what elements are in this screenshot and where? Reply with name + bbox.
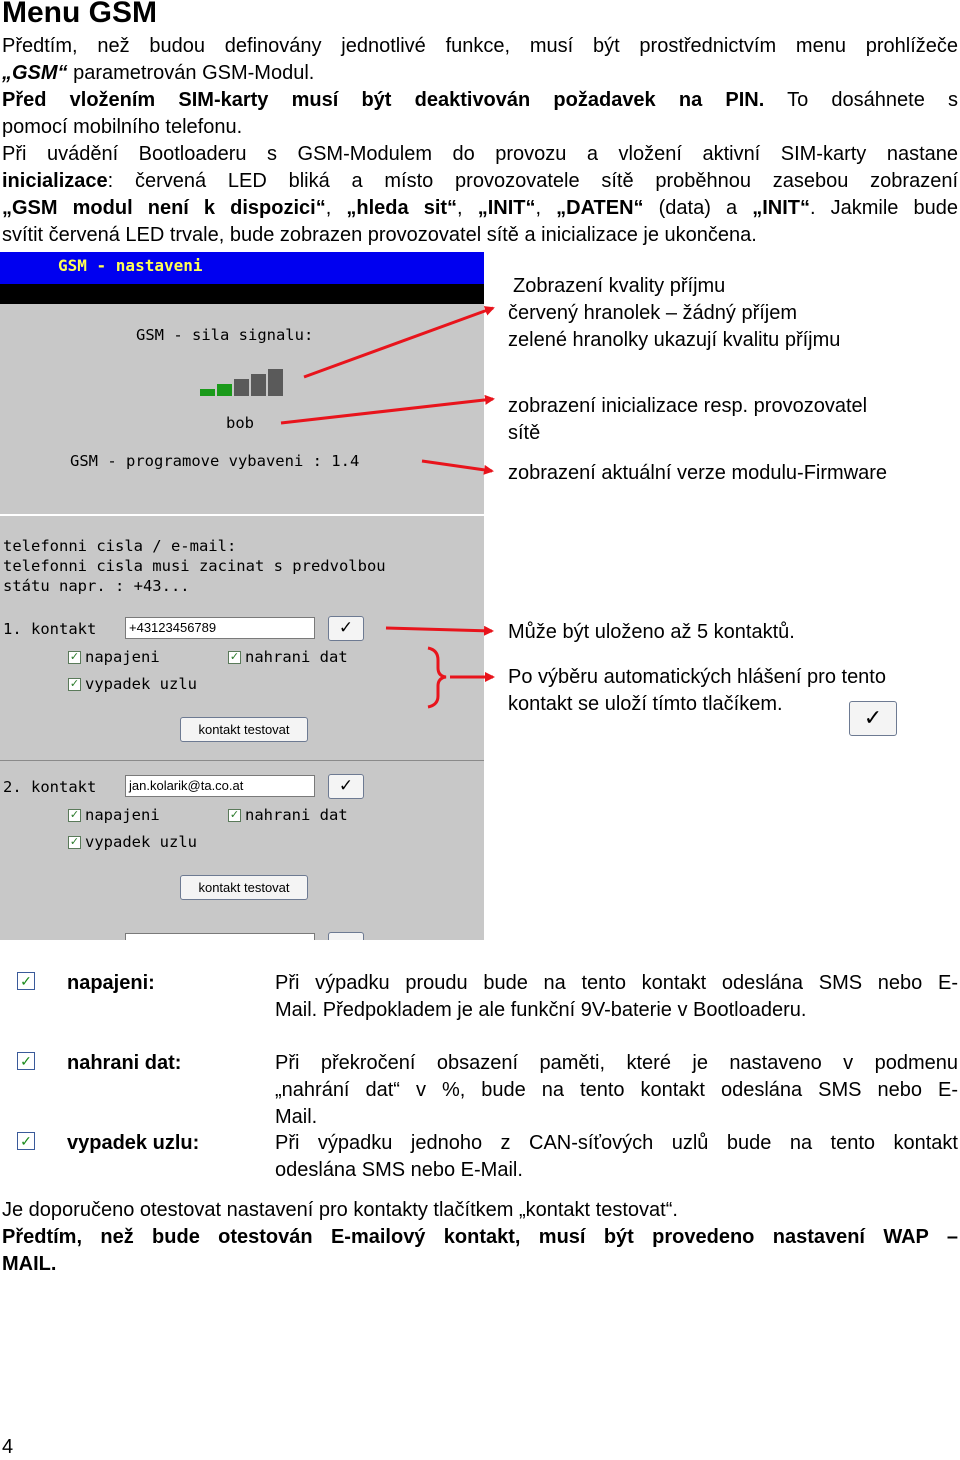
sep-4: (data) a xyxy=(643,197,753,219)
contact-1-napajeni-label: napajeni xyxy=(85,648,160,666)
note-signal-3: zelené hranolky ukazují kvalitu příjmu xyxy=(508,329,841,351)
note-provider-1: zobrazení inicializace resp. provozovatel xyxy=(508,395,868,417)
legend-napajeni-name xyxy=(67,970,155,997)
status-init: „INIT“ xyxy=(477,197,536,219)
pin-warning: Před vložením SIM-karty musí být deaktivován požadavek na PIN. xyxy=(2,89,765,111)
contact-1-vypadek-checkbox[interactable]: ✓ xyxy=(69,678,80,690)
contact-2-input[interactable]: jan.kolarik@ta.co.at xyxy=(125,775,315,797)
contact-2-save-button[interactable]: ✓ xyxy=(328,774,364,799)
legend-nahrani-label: nahrani dat: xyxy=(67,1052,182,1074)
sep-2: , xyxy=(457,197,478,219)
brace xyxy=(428,648,446,707)
intro-line-7-rest: . Jakmile bude xyxy=(809,197,958,219)
status-hleda-sit: „hleda sit“ xyxy=(346,197,458,219)
legend-napajeni-checkbox-icon: ✓ xyxy=(17,972,35,990)
intro-line-2-rest: parametrován GSM-Modul. xyxy=(67,62,315,84)
contact-1-nahrani-label: nahrani dat xyxy=(245,648,348,666)
contact-1-napajeni-checkbox[interactable]: ✓ xyxy=(69,651,80,663)
contact-1-vypadek-label: vypadek uzlu xyxy=(85,675,197,693)
arrow-contacts xyxy=(386,628,492,631)
outro-line-1: Je doporučeno otestovat nastavení pro kontakty tlačítkem „kontakt testovat“. xyxy=(2,1199,678,1221)
arrow-signal xyxy=(304,308,493,377)
legend-nahrani-name xyxy=(67,1050,181,1077)
intro-line-3-rest: To dosáhnete s xyxy=(764,89,958,111)
contact-1-save-button[interactable]: ✓ xyxy=(328,616,364,641)
contact-2-vypadek-label: vypadek uzlu xyxy=(85,833,197,851)
provider-name: bob xyxy=(226,414,254,432)
screen-title: GSM - nastaveni xyxy=(58,256,203,275)
note-save-1: Po výběru automatických hlášení pro tento xyxy=(508,666,886,688)
outro-line-2-text: Předtím, než bude otestován E-mailový kontakt, musí být provedeno nastavení WAP – xyxy=(2,1226,958,1248)
legend-vypadek-desc-2: odeslána SMS nebo E-Mail. xyxy=(275,1159,523,1181)
arrow-firmware xyxy=(422,461,492,471)
firmware-version: GSM - programove vybaveni : 1.4 xyxy=(70,452,360,470)
intro-line-4: pomocí mobilního telefonu. xyxy=(2,116,243,138)
signal-label: GSM - sila signalu: xyxy=(136,326,314,344)
note-max-contacts: Může být uloženo až 5 kontaktů. xyxy=(508,621,795,643)
legend-nahrani-desc-1: Při překročení obsazení paměti, které je nastaveno v podmenu xyxy=(275,1052,958,1074)
intro-line-8: svítit červená LED trvale, bude zobrazen provozovatel sítě a inicializace je ukončena. xyxy=(2,224,757,246)
note-signal-2: červený hranolek – žádný příjem xyxy=(508,302,798,324)
status-daten: „DATEN“ xyxy=(556,197,644,219)
contact-2-napajeni-label: napajeni xyxy=(85,806,160,824)
legend-vypadek-desc-1: Při výpadku jednoho z CAN-síťových uzlů bude na tento kontakt xyxy=(275,1132,958,1154)
sep-3: , xyxy=(535,197,557,219)
init-word: inicializace xyxy=(2,170,108,192)
note-signal-1: Zobrazení kvality příjmu xyxy=(513,275,726,297)
contact-2-nahrani-label: nahrani dat xyxy=(245,806,348,824)
note-provider-2: sítě xyxy=(508,422,541,444)
legend-nahrani-checkbox-icon: ✓ xyxy=(17,1052,35,1070)
legend-napajeni-desc-2: Mail. Předpokladem je ale funkční 9V-baterie v Bootloaderu. xyxy=(275,999,807,1021)
page-title: Menu GSM xyxy=(2,0,157,29)
legend-nahrani-desc-3: Mail. xyxy=(275,1106,318,1128)
contact-2-vypadek-checkbox[interactable]: ✓ xyxy=(69,836,80,848)
legend-napajeni-label: napajeni: xyxy=(67,972,155,994)
phone-info-2: telefonni cisla musi zacinat s predvolbou xyxy=(3,557,386,575)
note-save-2: kontakt se uloží tímto tlačíkem. xyxy=(508,693,783,715)
contact-1-nahrani-checkbox[interactable]: ✓ xyxy=(229,651,240,663)
contact-1-input[interactable]: +43123456789 xyxy=(125,617,315,639)
intro-line-5: Při uvádění Bootloaderu s GSM-Modulem do provozu a vložení aktivní SIM-karty nastane xyxy=(2,143,958,165)
legend-vypadek-label: vypadek uzlu: xyxy=(67,1132,200,1154)
phone-info-3: státu napr. : +43... xyxy=(3,577,190,595)
contact-2-test-button[interactable]: kontakt testovat xyxy=(180,875,308,900)
legend-napajeni-desc-1: Při výpadku proudu bude na tento kontakt odeslána SMS nebo E- xyxy=(275,972,958,994)
note-firmware: zobrazení aktuální verze modulu-Firmware xyxy=(508,462,888,484)
contact-2-label: 2. kontakt xyxy=(3,778,97,796)
page-number: 4 xyxy=(2,1436,14,1458)
legend-vypadek-checkbox-icon: ✓ xyxy=(17,1132,35,1150)
status-gsm-unavailable: „GSM modul není k dispozici“ xyxy=(2,197,326,219)
sep-1: , xyxy=(325,197,347,219)
legend-vypadek-name xyxy=(67,1130,199,1157)
status-init-2: „INIT“ xyxy=(752,197,810,219)
intro-line-1: Předtím, než budou definovány jednotlivé funkce, musí být prostřednictvím menu prohlížeče xyxy=(2,35,958,57)
gsm-menu-name: „GSM“ xyxy=(2,62,68,84)
contact-2-napajeni-checkbox[interactable]: ✓ xyxy=(69,809,80,821)
arrow-provider xyxy=(281,399,493,423)
contact-1-label: 1. kontakt xyxy=(3,620,97,638)
phone-info-1: telefonni cisla / e-mail: xyxy=(3,537,237,555)
example-save-button: ✓ xyxy=(849,701,897,736)
outro-line-3 xyxy=(2,1251,958,1278)
legend-nahrani-desc-2: „nahrání dat“ v %, bude na tento kontakt odeslána SMS nebo E- xyxy=(275,1079,958,1101)
intro-line-6-rest: : červená LED bliká a místo provozovatele sítě proběhnou zasebou zobrazení xyxy=(107,170,958,192)
outro-line-3-text: MAIL. xyxy=(2,1253,57,1275)
outro-line-2 xyxy=(2,1224,958,1251)
contact-1-test-button[interactable]: kontakt testovat xyxy=(180,717,308,742)
contact-2-nahrani-checkbox[interactable]: ✓ xyxy=(229,809,240,821)
